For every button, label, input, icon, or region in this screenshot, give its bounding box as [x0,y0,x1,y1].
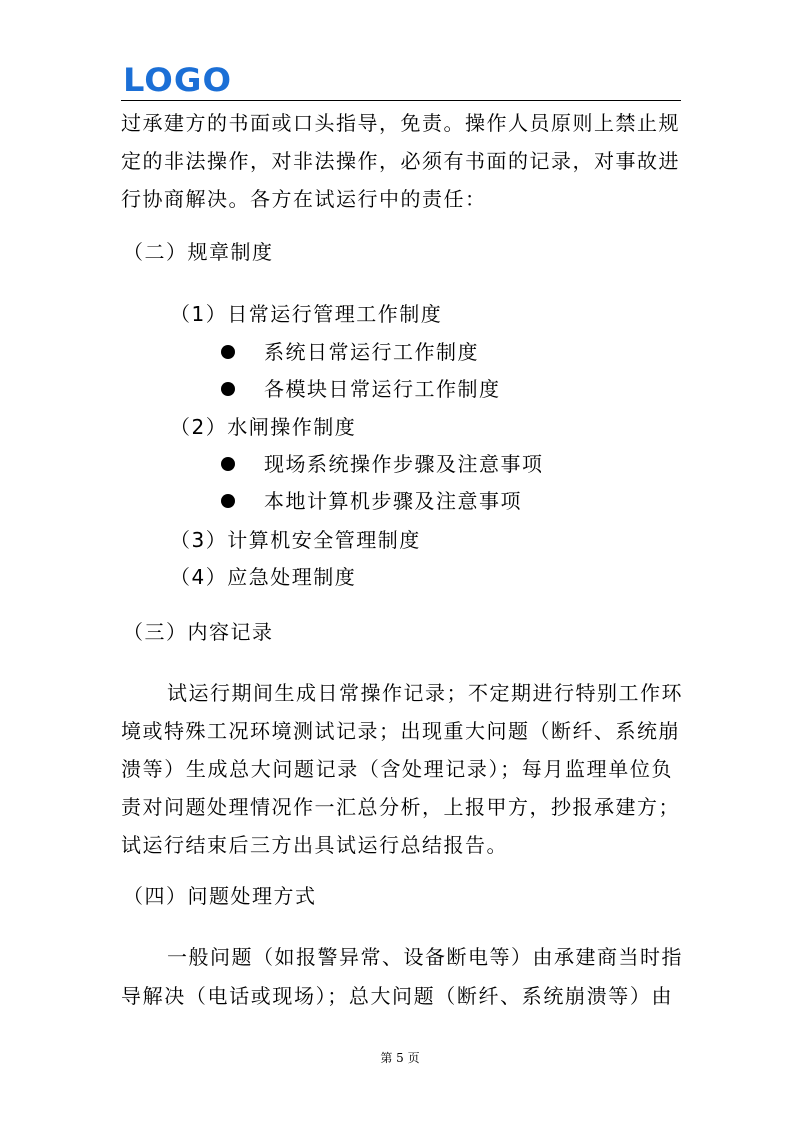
records-line-1: 试运行期间生成日常操作记录；不定期进行特别工作环 [167,681,683,705]
logo: LOGO [123,61,233,99]
section-heading-handling: （四）问题处理方式 [123,884,317,908]
intro-line-1: 过承建方的书面或口头指导，免责。操作人员原则上禁止规 [121,111,680,135]
handling-line-2: 导解决（电话或现场）；总大问题（断纤、系统崩溃等）由 [121,984,673,1008]
section-heading-rules: （二）规章制度 [123,240,274,264]
bullet-dot [221,345,235,359]
bullet-item: 本地计算机步骤及注意事项 [264,489,522,513]
records-line-4: 责对问题处理情况作一汇总分析，上报甲方，抄报承建方； [121,795,680,819]
bullet-item: 现场系统操作步骤及注意事项 [264,452,544,476]
list-item-daily-ops: （1）日常运行管理工作制度 [170,302,443,326]
bullet-dot [221,382,235,396]
records-line-5: 试运行结束后三方出具试运行总结报告。 [121,833,508,857]
handling-line-1: 一般问题（如报警异常、设备断电等）由承建商当时指 [167,945,683,969]
page-number: 第 5 页 [380,1051,420,1065]
list-item-computer-security: （3）计算机安全管理制度 [170,528,421,552]
list-item-emergency: （4）应急处理制度 [170,565,357,589]
bullet-dot [221,457,235,471]
intro-line-3: 行协商解决。各方在试运行中的责任： [121,187,487,211]
header-divider [121,100,681,101]
section-heading-records: （三）内容记录 [123,620,274,644]
intro-line-2: 定的非法操作，对非法操作，必须有书面的记录，对事故进 [121,149,680,173]
records-line-2: 境或特殊工况环境测试记录；出现重大问题（断纤、系统崩 [121,719,680,743]
records-line-3: 溃等）生成总大问题记录（含处理记录）；每月监理单位负 [121,757,673,781]
bullet-item: 系统日常运行工作制度 [264,340,479,364]
bullet-dot [221,494,235,508]
list-item-sluice-ops: （2）水闸操作制度 [170,415,357,439]
bullet-item: 各模块日常运行工作制度 [264,377,501,401]
